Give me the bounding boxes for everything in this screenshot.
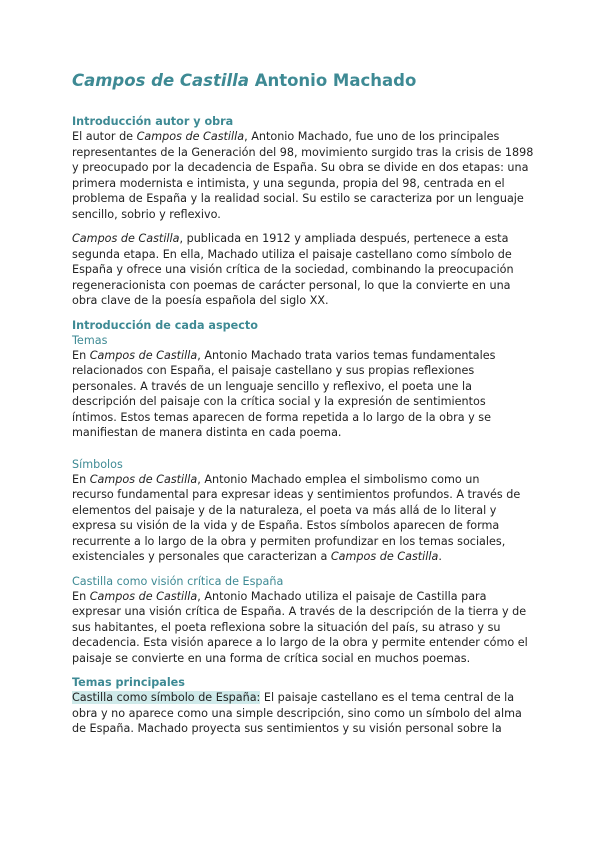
paragraph-intro-autor bbox=[72, 129, 532, 222]
text-line bbox=[72, 231, 532, 247]
text-line bbox=[72, 363, 532, 379]
line-text: El autor de bbox=[72, 130, 137, 143]
line-text: En bbox=[72, 472, 90, 486]
line-text: sus habitantes, el poeta reflexiona sobre la situación del país, su atraso y su bbox=[72, 620, 501, 634]
line-text: problema de España y la realidad social. Su estilo se caracteriza por un lenguaje bbox=[72, 192, 524, 205]
text-line bbox=[72, 247, 532, 263]
line-text: . bbox=[438, 550, 442, 563]
line-text: descripción del paisaje con la crítica social y la expresión de sentimientos bbox=[72, 395, 486, 408]
italic-title: Campos de Castilla bbox=[136, 130, 245, 143]
text-line bbox=[72, 487, 532, 503]
text-line bbox=[72, 160, 532, 176]
text-line bbox=[72, 145, 532, 161]
italic-title: Campos de Castilla bbox=[89, 589, 198, 603]
line-text: manifiestan de manera distinta en cada poema. bbox=[72, 426, 342, 439]
line-text: primera modernista e intimista, y una segunda, propia del 98, centrada en el bbox=[72, 176, 505, 190]
temas-principales-line: obra y no aparece como una simple descripción, sino como un símbolo del alma bbox=[72, 706, 522, 720]
paragraph-temas bbox=[72, 348, 532, 441]
line-text: elementos del paisaje y de la naturaleza, el poeta va más allá de lo literal y bbox=[72, 503, 497, 517]
text-line bbox=[72, 129, 532, 145]
temas-principales-first-line bbox=[72, 690, 532, 706]
text-line bbox=[72, 379, 532, 395]
heading-intro-aspectos: Introducción de cada aspecto bbox=[72, 318, 258, 332]
document-content bbox=[72, 70, 532, 737]
text-line bbox=[72, 604, 532, 620]
text-line bbox=[72, 620, 532, 636]
text-line bbox=[72, 262, 532, 278]
line-text: En bbox=[72, 589, 90, 603]
italic-title: Campos de Castilla bbox=[330, 550, 439, 563]
line-text: expresa su visión de la vida y de España. Estos símbolos aparecen de forma bbox=[72, 519, 500, 532]
line-text: obra clave de la poesía española del siglo XX. bbox=[72, 294, 329, 307]
line-text: decadencia. Esta visión aparece a lo largo de la obra y permite entender cómo el bbox=[72, 636, 528, 649]
line-text: paisaje se convierte en una forma de crítica social en muchos poemas. bbox=[72, 651, 471, 665]
line-text: , Antonio Machado trata varios temas fundamentales bbox=[197, 348, 496, 362]
text-line bbox=[72, 348, 532, 364]
text-line bbox=[72, 191, 532, 207]
line-text: , Antonio Machado emplea el simbolismo como un bbox=[197, 472, 480, 486]
italic-title: Campos de Castilla bbox=[72, 232, 180, 245]
title-rest: Antonio Machado bbox=[248, 71, 417, 90]
subheading-critica: Castilla como visión crítica de España bbox=[72, 574, 284, 588]
text-line bbox=[72, 589, 532, 605]
first-line-rest: El paisaje castellano es el tema central de la bbox=[260, 691, 515, 704]
line-text: expresar una visión crítica de España. A través de la descripción de la tierra y de bbox=[72, 605, 527, 618]
line-text: existenciales y personales que caracterizan a bbox=[72, 550, 331, 563]
text-line bbox=[72, 651, 532, 667]
line-text: recurso fundamental para expresar ideas y sentimientos profundos. A través de bbox=[72, 488, 521, 501]
line-text: , Antonio Machado, fue uno de los principales bbox=[244, 130, 500, 143]
line-text: regeneracionista con poemas de carácter personal, lo que la convierte en una bbox=[72, 278, 511, 292]
line-text: íntimos. Estos temas aparecen de forma repetida a lo largo de la obra y se bbox=[72, 410, 491, 424]
italic-title: Campos de Castilla bbox=[89, 472, 198, 486]
text-line bbox=[72, 549, 532, 565]
paragraph-critica bbox=[72, 589, 532, 667]
paragraph-simbolos bbox=[72, 472, 532, 565]
subheading-temas: Temas bbox=[72, 333, 108, 347]
line-text: recurrente a lo largo de la obra y permiten profundizar en los temas sociales, bbox=[72, 534, 506, 548]
line-text: representantes de la Generación del 98, movimiento surgido tras la crisis de 1898 bbox=[72, 145, 534, 159]
text-line bbox=[72, 207, 532, 223]
text-line bbox=[72, 518, 532, 534]
line-text: segunda etapa. En ella, Machado utiliza el paisaje castellano como símbolo de bbox=[72, 247, 512, 261]
heading-temas-principales: Temas principales bbox=[72, 676, 185, 689]
heading-intro-autor-obra: Introducción autor y obra bbox=[72, 115, 234, 128]
document-title bbox=[72, 70, 532, 92]
line-text: y preocupado por la decadencia de España. Su obra se divide en dos etapas: una bbox=[72, 161, 529, 174]
text-line bbox=[72, 472, 532, 488]
line-text: personales. A través de un lenguaje sencillo y reflexivo, el poeta une la bbox=[72, 379, 472, 393]
line-text: , publicada en 1912 y ampliada después, pertenece a esta bbox=[179, 232, 509, 245]
subheading-simbolos: Símbolos bbox=[72, 457, 123, 471]
paragraph-intro-obra bbox=[72, 231, 532, 309]
line-text: relacionados con España, el paisaje castellano y sus propias reflexiones bbox=[72, 364, 475, 377]
text-line bbox=[72, 410, 532, 426]
temas-principales-line: de España. Machado proyecta sus sentimientos y su visión personal sobre la bbox=[72, 722, 502, 735]
text-line bbox=[72, 176, 532, 192]
highlighted-text: Castilla como símbolo de España: bbox=[72, 691, 261, 704]
text-line bbox=[72, 293, 532, 309]
text-line bbox=[72, 394, 532, 410]
title-italic: Campos de Castilla bbox=[72, 71, 249, 90]
text-line bbox=[72, 278, 532, 294]
line-text: En bbox=[72, 348, 90, 362]
text-line bbox=[72, 503, 532, 519]
line-text: , Antonio Machado utiliza el paisaje de Castilla para bbox=[197, 589, 487, 603]
text-line bbox=[72, 425, 532, 441]
italic-title: Campos de Castilla bbox=[89, 348, 198, 362]
text-line bbox=[72, 534, 532, 550]
text-line bbox=[72, 635, 532, 651]
line-text: sencillo, sobrio y reflexivo. bbox=[72, 207, 221, 221]
line-text: España y ofrece una visión crítica de la sociedad, combinando la preocupación bbox=[72, 263, 514, 276]
